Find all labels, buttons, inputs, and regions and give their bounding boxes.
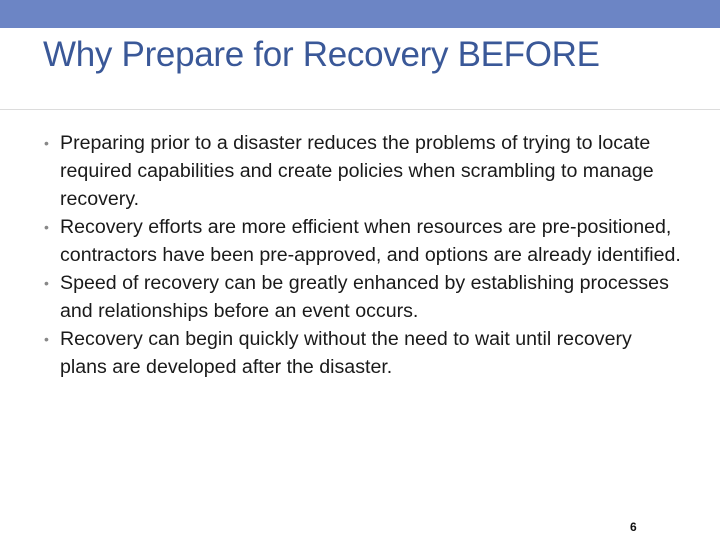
bullet-item-4 [44,325,684,381]
bullet-text: Recovery can begin quickly without the need to wait until recovery plans are developed after the disaster. [60,328,632,378]
top-color-band [0,0,720,28]
bullet-item-1 [44,129,684,213]
bullet-text: Speed of recovery can be greatly enhanced by establishing processes and relationships before an event occurs. [60,272,669,322]
slide-title: Why Prepare for Recovery BEFORE [43,35,600,74]
bullet-text: Preparing prior to a disaster reduces the problems of trying to locate required capabilities and create policies when scrambling to manage recovery. [60,132,654,210]
bullet-item-2 [44,213,684,269]
page-number: 6 [630,520,637,534]
bullet-list [44,129,684,381]
bullet-dot-icon: • [44,135,49,151]
bullet-text: Recovery efforts are more efficient when resources are pre-positioned, contractors have been pre-approved, and options are already identified. [60,216,681,266]
bullet-dot-icon: • [44,331,49,347]
bullet-dot-icon: • [44,275,49,291]
bullet-dot-icon: • [44,219,49,235]
bullet-item-3 [44,269,684,325]
